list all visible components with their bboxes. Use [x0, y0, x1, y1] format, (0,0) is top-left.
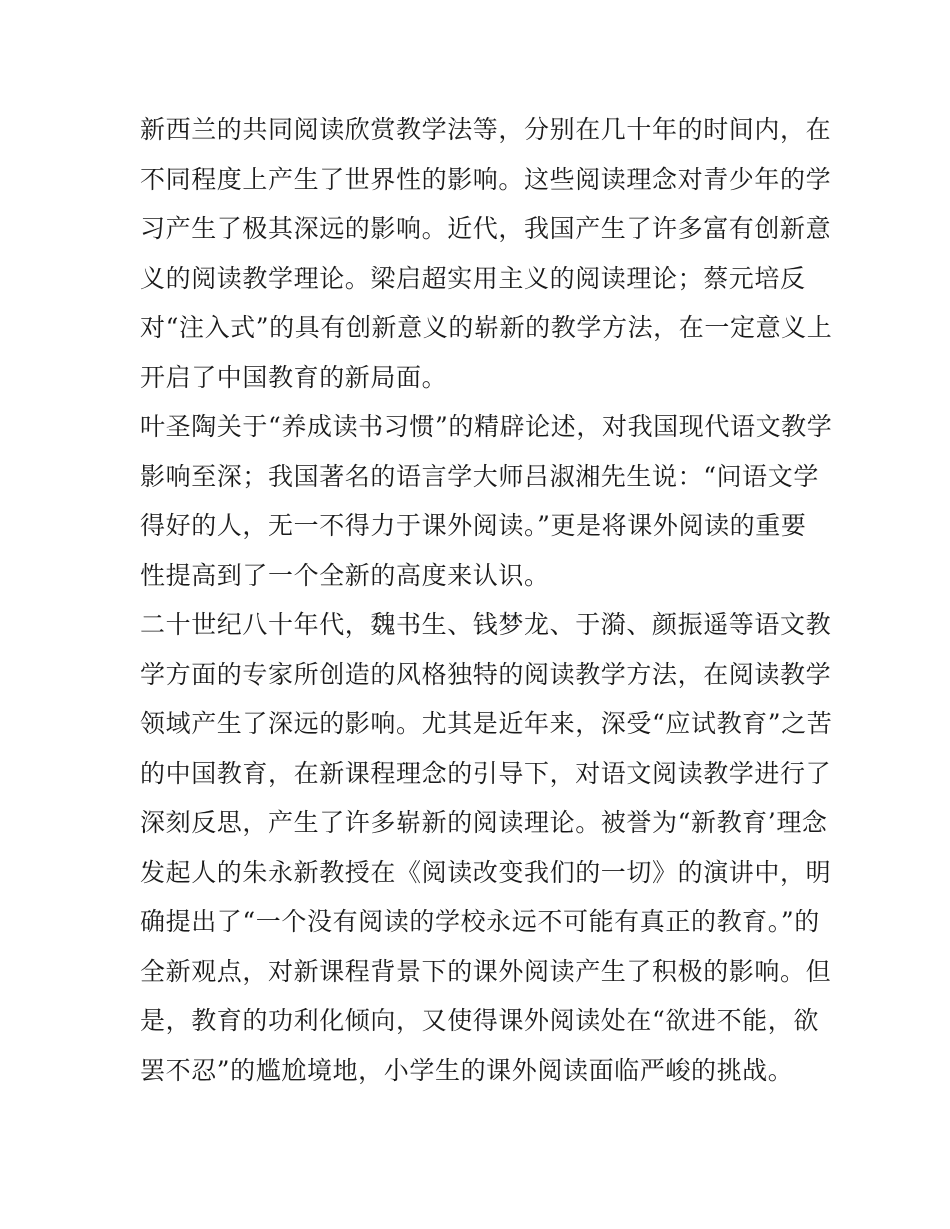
text-line: 是，教育的功利化倾向，又使得课外阅读处在“欲进不能，欲	[140, 1006, 819, 1035]
text-line: 发起人的朱永新教授在《阅读改变我们的一切》的演讲中，明	[140, 857, 832, 887]
text-line: 学方面的专家所创造的风格独特的阅读教学方法，在阅读教学	[140, 659, 832, 689]
text-line: 开启了中国教育的新局面。	[140, 362, 448, 392]
text-line: 深刻反思，产生了许多崭新的阅读理论。被誉为“新教育’理念	[140, 808, 828, 837]
document-body	[140, 105, 833, 1095]
text-line: 不同程度上产生了世界性的影响。这些阅读理念对青少年的学	[140, 164, 832, 194]
text-line: 罢不忍”的尴尬境地，小学生的课外阅读面临严峻的挑战。	[140, 1055, 794, 1085]
text-line: 性提高到了一个全新的高度来认识。	[140, 560, 550, 590]
text-line: 二十世纪八十年代，魏书生、钱梦龙、于漪、颜振遥等语文教	[140, 610, 832, 639]
text-line: 确提出了“一个没有阅读的学校永远不可能有真正的教育。”的	[140, 907, 820, 936]
text-line: 得好的人，无一不得力于课外阅读。”更是将课外阅读的重要	[140, 511, 807, 540]
text-line: 习产生了极其深远的影响。近代，我国产生了许多富有创新意	[140, 214, 832, 243]
text-line: 影响至深；我国著名的语言学大师吕淑湘先生说：“问语文学	[140, 461, 819, 491]
text-line: 领域产生了深远的影响。尤其是近年来，深受“应试教育”之苦	[140, 709, 833, 738]
text-line: 叶圣陶关于“养成读书习惯”的精辟论述，对我国现代语文教学	[140, 412, 833, 441]
text-line: 对“注入式”的具有创新意义的崭新的教学方法，在一定意义上	[140, 313, 833, 342]
text-line: 新西兰的共同阅读欣赏教学法等，分别在几十年的时间内，在	[140, 115, 832, 144]
text-line: 的中国教育，在新课程理念的引导下，对语文阅读教学进行了	[140, 758, 832, 788]
text-line: 全新观点，对新课程背景下的课外阅读产生了积极的影响。但	[140, 956, 832, 986]
text-line: 义的阅读教学理论。梁启超实用主义的阅读理论；蔡元培反	[140, 263, 806, 293]
